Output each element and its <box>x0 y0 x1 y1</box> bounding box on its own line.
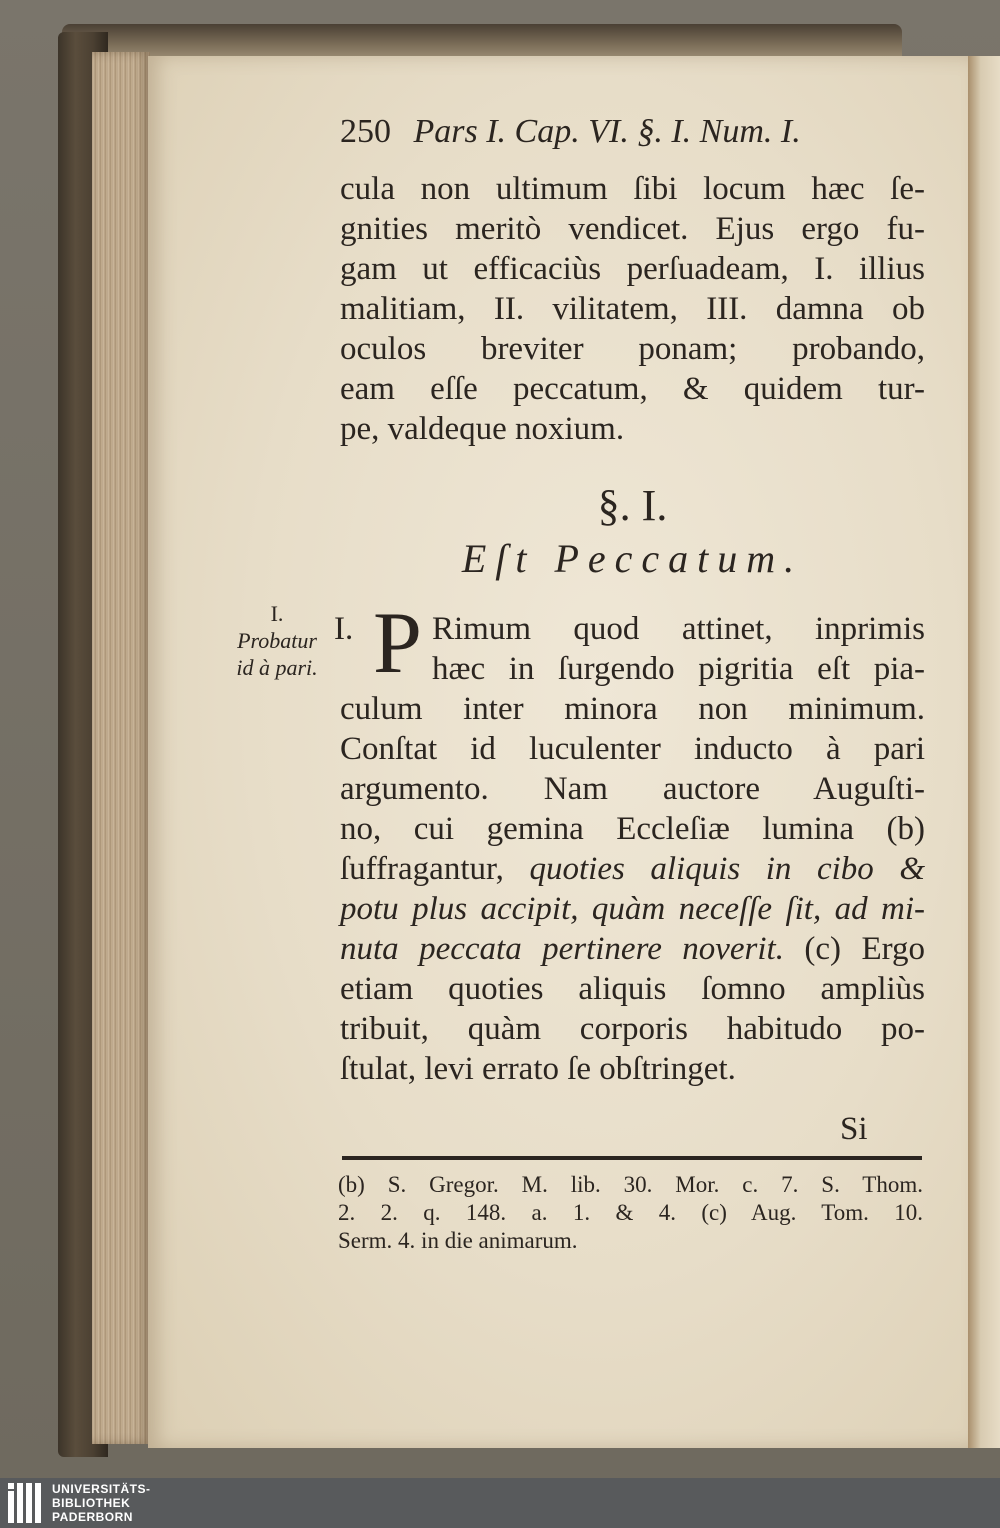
paragraph-number: I. <box>334 611 354 647</box>
text-line: argumento. Nam auctore Auguſti- <box>340 771 925 807</box>
library-name-line: PADERBORN <box>52 1510 133 1524</box>
running-head <box>340 108 900 156</box>
margin-note-line: Probatur <box>237 628 317 653</box>
running-title: Pars I. Cap. VI. §. I. Num. I. <box>413 113 801 150</box>
text-line: pe, valdeque noxium. <box>340 411 625 447</box>
text-line: malitiam, II. vilitatem, III. damna ob <box>340 291 925 327</box>
text-line: etiam quoties aliquis ſomno ampliùs <box>340 971 925 1007</box>
footnote-line: 2. 2. q. 148. a. 1. & 4. (c) Aug. Tom. 10. <box>338 1200 923 1225</box>
text-line: gam ut efficaciùs perſuadeam, I. illius <box>340 251 925 287</box>
page-edges <box>92 52 150 1444</box>
library-name-line: UNIVERSITÄTS- <box>52 1482 151 1496</box>
text-line <box>340 848 925 890</box>
margin-note <box>222 600 332 690</box>
library-logo-icon <box>6 1481 46 1525</box>
text-line: Conſtat id luculenter inducto à pari <box>340 731 925 767</box>
text-line: hæc in ſurgendo pigritia eſt pia- <box>432 651 925 687</box>
footnote-line: (b) S. Gregor. M. lib. 30. Mor. c. 7. S. Thom. <box>338 1172 923 1197</box>
margin-note-line: id à pari. <box>236 655 318 680</box>
library-name-line: BIBLIOTHEK <box>52 1496 131 1510</box>
section-mark: §. I. <box>597 481 668 530</box>
text-line: culum inter minora non minimum. <box>340 691 925 727</box>
margin-note-number: I. <box>270 601 284 626</box>
footnote-line: Serm. 4. in die animarum. <box>338 1228 578 1253</box>
text-span: (c) Ergo <box>804 931 925 967</box>
text-line: Rimum quod attinet, inprimis <box>432 611 925 647</box>
text-line: eam eſſe peccatum, & quidem tur- <box>340 371 925 407</box>
text-line: no, cui gemina Eccleſiæ lumina (b) <box>340 811 925 847</box>
quotation-span: nuta peccata pertinere noverit. <box>340 931 784 967</box>
book-cover-top <box>62 24 902 58</box>
page-number: 250 <box>340 113 391 150</box>
facing-page-edge <box>968 56 1000 1448</box>
text-line <box>340 928 925 970</box>
quotation-span: quoties aliquis in cibo & <box>529 851 926 887</box>
text-line: oculos breviter ponam; probando, <box>340 331 925 367</box>
catchword: Si <box>840 1111 868 1147</box>
text-line: ſtulat, levi errato ſe obſtringet. <box>340 1051 736 1087</box>
text-span: ſuffragantur, <box>340 851 504 887</box>
quotation-line: potu plus accipit, quàm neceſſe ſit, ad mi- <box>340 891 925 927</box>
text-line: cula non ultimum ſibi locum hæc ſe- <box>340 171 925 207</box>
footnote-rule <box>342 1156 922 1160</box>
section-title: Eſt Peccatum. <box>461 536 804 581</box>
text-line: tribuit, quàm corporis habitudo po- <box>340 1011 925 1047</box>
text-line: gnities meritò vendicet. Ejus ergo fu- <box>340 211 925 247</box>
drop-capital: P <box>373 595 422 692</box>
